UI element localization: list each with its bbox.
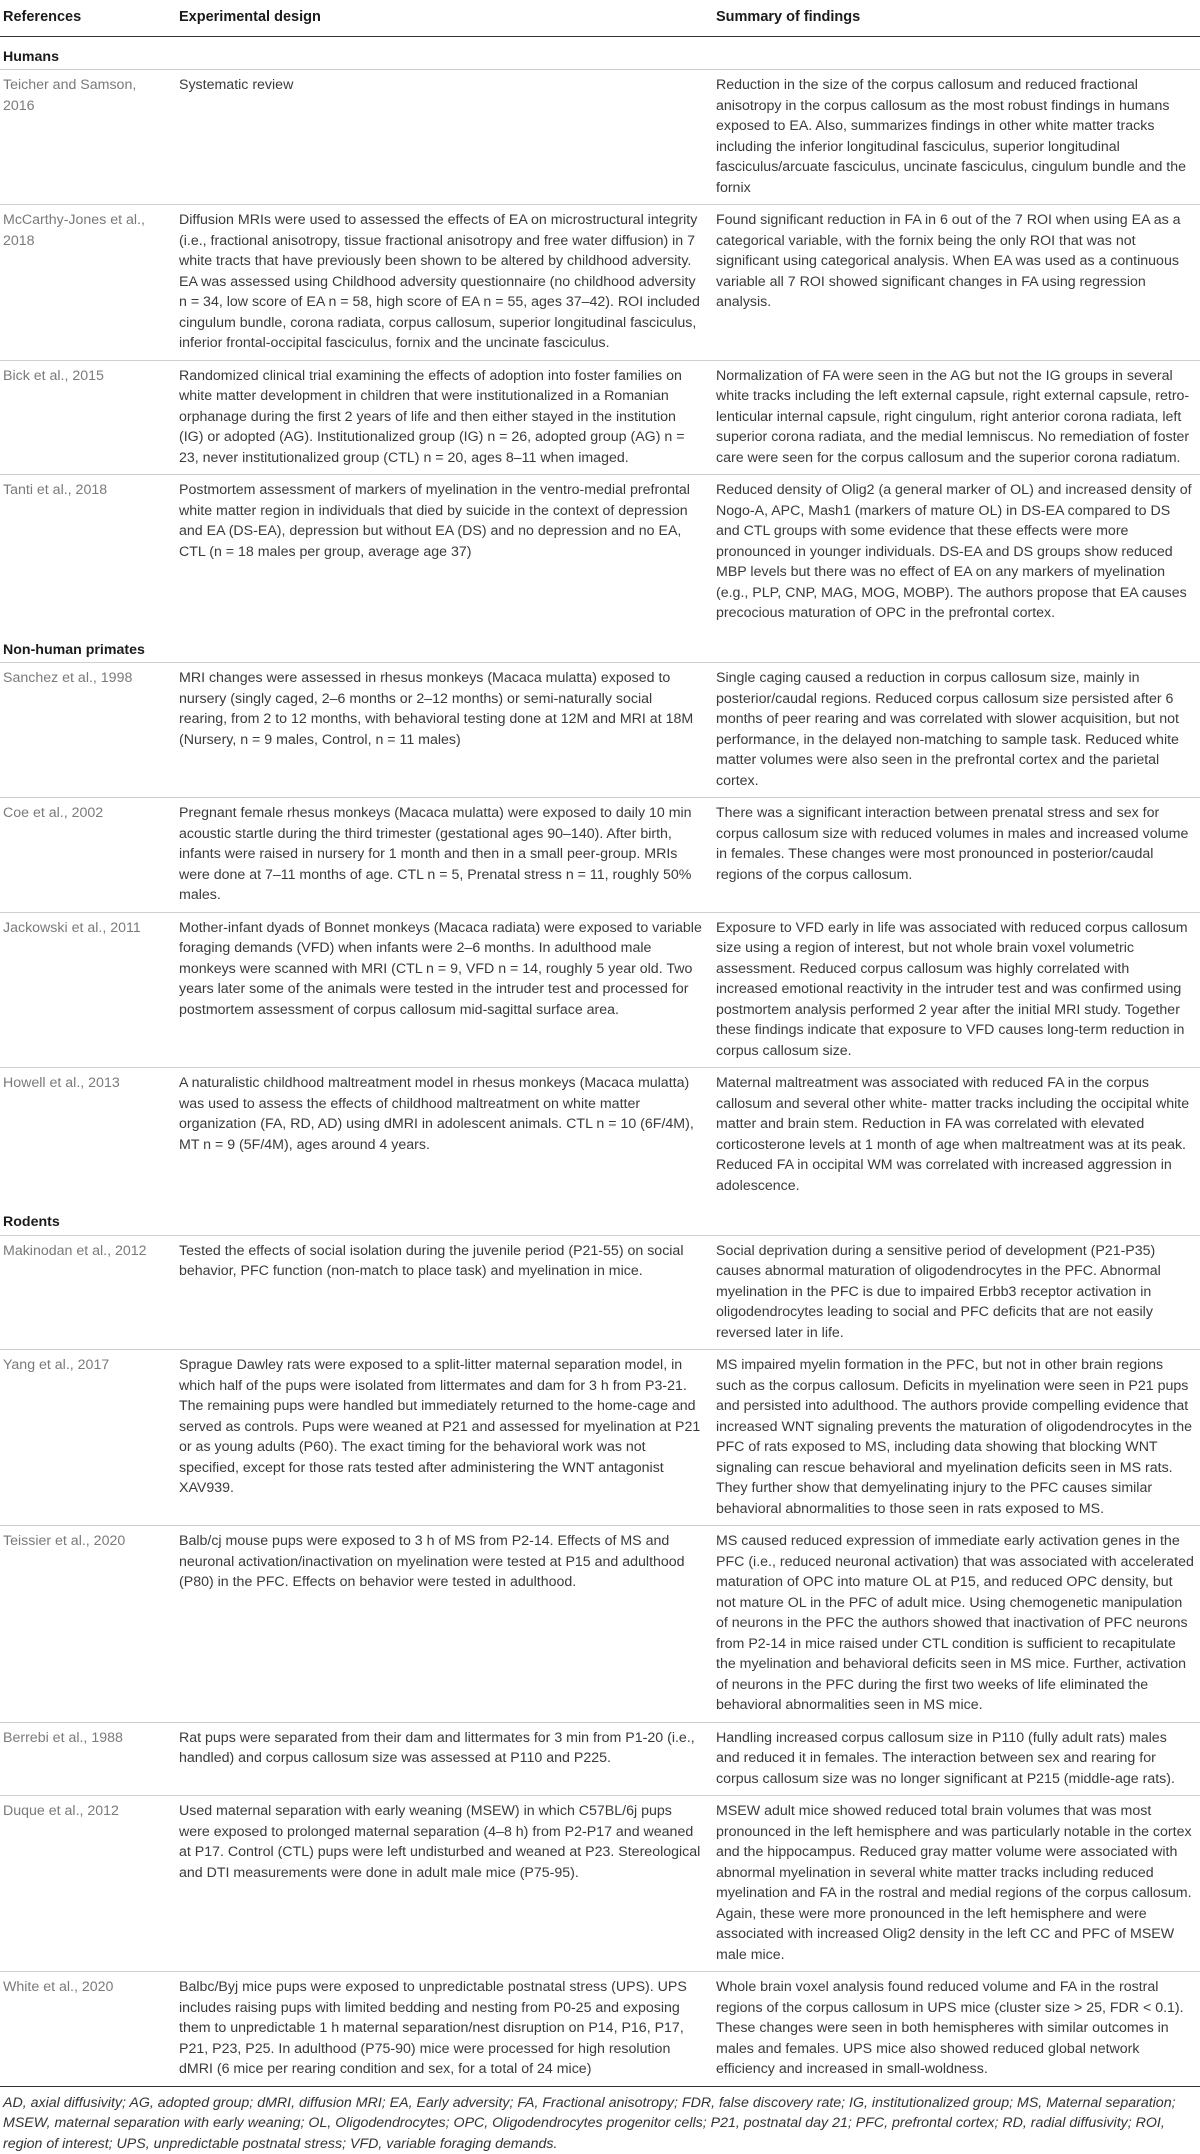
findings-cell: Exposure to VFD early in life was associated with reduced corpus callosum size using a region of interest, but not whole brain voxel volumetric assessment. Reduced corpus callosum was highly correlated with increased emotional reactivity in the intruder test and was confirmed using postmortem analysis performed 2 year after the initial MRI study. Together these findings indicate that exposure to VFD causes long-term reduction in corpus callosum size. xyxy=(710,912,1200,1068)
reference-cell: Makinodan et al., 2012 xyxy=(0,1235,173,1350)
findings-cell: Social deprivation during a sensitive period of development (P21-P35) causes abnormal maturation of oligodendrocytes in the PFC. Abnormal myelination in the PFC is due to impaired Erbb3 receptor activation in oligodendrocytes leading to social and PFC deficits that are not easily reversed later in life. xyxy=(710,1235,1200,1350)
table-row xyxy=(0,798,1200,913)
reference-cell: Duque et al., 2012 xyxy=(0,1796,173,1972)
table-row xyxy=(0,1235,1200,1350)
findings-cell: MSEW adult mice showed reduced total brain volumes that was most pronounced in the left hemisphere and was particularly notable in the cortex and the hippocampus. Reduced gray matter volume were associated with abnormal myelination in several white matter tracks including reduced myelination and FA in the rostral and medial regions of the corpus callosum. Again, these were more pronounced in the left hemisphere and were associated with increased Olig2 density in the left CC and PFC of MSEW male mice. xyxy=(710,1796,1200,1972)
table-row xyxy=(0,912,1200,1068)
table-footnote: AD, axial diffusivity; AG, adopted group; dMRI, diffusion MRI; EA, Early adversity; FA, Fractional anisotropy; FDR, false discovery rate; IG, institutionalized group; MS, Maternal separation; MSEW, maternal separation with early weaning; OL, Oligodendrocytes; OPC, Oligodendrocytes progenitor cells; P21, postnatal day 21; PFC, prefrontal cortex; RD, radial diffusivity; ROI, region of interest; UPS, unpredictable postnatal stress; VFD, variable foraging demands. xyxy=(0,2087,1198,2154)
findings-cell: MS caused reduced expression of immediate early activation genes in the PFC (i.e., reduced neuronal activation) that was associated with accelerated maturation of OPC into mature OL at P15, and reduced OPC density, but not mature OL in the PFC of adult mice. Using chemogenetic manipulation of neurons in the PFC the authors showed that inactivation of PFC neurons from P2-14 in mice raised under CTL condition is sufficient to recapitulate the myelination and behavioral deficits seen in MS mice. Further, activation of neurons in the PFC during the first two weeks of life eliminated the behavioral abnormalities seen in MS mice. xyxy=(710,1526,1200,1723)
table-row xyxy=(0,205,1200,361)
table-row xyxy=(0,360,1200,475)
section-row xyxy=(0,1202,1200,1235)
findings-cell: Found significant reduction in FA in 6 out of the 7 ROI when using EA as a categorical variable, with the fornix being the only ROI that was not significant using categorical analysis. When EA was used as a continuous variable all 7 ROI showed significant changes in FA using regression analysis. xyxy=(710,205,1200,361)
design-cell: Balbc/Byj mice pups were exposed to unpredictable postnatal stress (UPS). UPS includes raising pups with limited bedding and nesting from P0-25 and exposing them to unpredictable 1 h maternal separation/nest disruption on P14, P16, P17, P21, P23, P25. In adulthood (P75-90) mice were processed for high resolution dMRI (6 mice per rearing condition and sex, for a total of 24 mice) xyxy=(173,1972,710,2087)
findings-cell: Reduction in the size of the corpus callosum and reduced fractional anisotropy in the corpus callosum as the most robust findings in humans exposed to EA. Also, summarizes findings in other white matter tracks including the inferior longitudinal fasciculus, superior longitudinal fasciculus/arcuate fasciculus, uncinate fasciculus, cingulum bundle and the fornix xyxy=(710,70,1200,205)
design-cell: MRI changes were assessed in rhesus monkeys (Macaca mulatta) exposed to nursery (singly caged, 2–6 months or 2–12 months) or semi-naturally social rearing, from 2 to 12 months, with behavioral testing done at 12M and MRI at 18M (Nursery, n = 9 males, Control, n = 11 males) xyxy=(173,663,710,798)
findings-cell: Single caging caused a reduction in corpus callosum size, mainly in posterior/caudal regions. Reduced corpus callosum size persisted after 6 months of peer rearing and was correlated with slower acquisition, but not performance, in the delayed non-matching to sample task. Reduced white matter volumes were also seen in the prefrontal cortex and the parietal cortex. xyxy=(710,663,1200,798)
table-row xyxy=(0,1722,1200,1796)
reference-cell: Tanti et al., 2018 xyxy=(0,475,173,630)
table-row xyxy=(0,1068,1200,1203)
header-summary-of-findings: Summary of findings xyxy=(710,0,1200,36)
findings-cell: There was a significant interaction between prenatal stress and sex for corpus callosum size with reduced volumes in males and increased volume in females. These changes were most pronounced in posterior/caudal regions of the corpus callosum. xyxy=(710,798,1200,913)
table-header-row xyxy=(0,0,1200,36)
table-row xyxy=(0,70,1200,205)
reference-cell: Jackowski et al., 2011 xyxy=(0,912,173,1068)
reference-cell: Howell et al., 2013 xyxy=(0,1068,173,1203)
table-body xyxy=(0,36,1200,2086)
design-cell: Balb/cj mouse pups were exposed to 3 h of MS from P2-14. Effects of MS and neuronal activation/inactivation on myelination were tested at P15 and adulthood (P80) in the PFC. Effects on behavior were tested in adulthood. xyxy=(173,1526,710,1723)
design-cell: Tested the effects of social isolation during the juvenile period (P21-55) on social behavior, PFC function (non-match to place task) and myelination in mice. xyxy=(173,1235,710,1350)
findings-cell: MS impaired myelin formation in the PFC, but not in other brain regions such as the corpus callosum. Deficits in myelination were seen in P21 pups and persisted into adulthood. The authors provide compelling evidence that increased WNT signaling prevents the maturation of oligodendrocytes in the PFC of rats exposed to MS, including data showing that blocking WNT signaling can rescue behavioral and myelination deficits seen in MS rats. They further show that demyelinating injury to the PFC causes similar behavioral abnormalities to those seen in rats exposed to MS. xyxy=(710,1350,1200,1526)
table-row xyxy=(0,1796,1200,1972)
table-row xyxy=(0,1526,1200,1723)
reference-cell: Teicher and Samson, 2016 xyxy=(0,70,173,205)
reference-cell: Bick et al., 2015 xyxy=(0,360,173,475)
reference-cell: Sanchez et al., 1998 xyxy=(0,663,173,798)
section-row xyxy=(0,630,1200,663)
table-row xyxy=(0,1350,1200,1526)
design-cell: Used maternal separation with early weaning (MSEW) in which C57BL/6j pups were exposed to prolonged maternal separation (4–8 h) from P2-P17 and weaned at P17. Control (CTL) pups were left undisturbed and weaned at P23. Stereological and DTI measurements were done in adult male mice (P75-95). xyxy=(173,1796,710,1972)
design-cell: Systematic review xyxy=(173,70,710,205)
findings-cell: Whole brain voxel analysis found reduced volume and FA in the rostral regions of the corpus callosum in UPS mice (cluster size > 25, FDR < 0.1). These changes were seen in both hemispheres with similar outcomes in males and females. UPS mice also showed reduced global network efficiency and increased in small-woldness. xyxy=(710,1972,1200,2087)
reference-cell: McCarthy-Jones et al., 2018 xyxy=(0,205,173,361)
design-cell: Rat pups were separated from their dam and littermates for 3 min from P1-20 (i.e., handled) and corpus callosum size was assessed at P110 and P225. xyxy=(173,1722,710,1796)
reference-cell: Yang et al., 2017 xyxy=(0,1350,173,1526)
design-cell: Diffusion MRIs were used to assessed the effects of EA on microstructural integrity (i.e., fractional anisotropy, tissue fractional anisotropy and free water diffusion) in 7 white tracts that have previously been shown to be altered by childhood adversity. EA was assessed using Childhood adversity questionnaire (no childhood adversity n = 34, low score of EA n = 58, high score of EA n = 55, ages 37–42). ROI included cingulum bundle, corona radiata, corpus callosum, superior longitudinal fasciculus, inferior frontal-occipital fasciculus, fornix and the uncinate fasciculus. xyxy=(173,205,710,361)
reference-cell: Berrebi et al., 1988 xyxy=(0,1722,173,1796)
header-experimental-design: Experimental design xyxy=(173,0,710,36)
reference-cell: White et al., 2020 xyxy=(0,1972,173,2087)
section-row xyxy=(0,36,1200,70)
design-cell: Pregnant female rhesus monkeys (Macaca mulatta) were exposed to daily 10 min acoustic startle during the third trimester (gestational ages 90–140). After birth, infants were raised in nursery for 1 month and then in a small peer-group. MRIs were done at 7–11 months of age. CTL n = 5, Prenatal stress n = 11, roughly 50% males. xyxy=(173,798,710,913)
reference-cell: Teissier et al., 2020 xyxy=(0,1526,173,1723)
findings-cell: Normalization of FA were seen in the AG but not the IG groups in several white tracks including the left external capsule, right external capsule, retro-lenticular internal capsule, right cingulum, right anterior corona radiata, left superior corona radiata, and the medial lemniscus. No remediation of foster care were seen for the corpus callosum and the superior corona radiatum. xyxy=(710,360,1200,475)
findings-cell: Maternal maltreatment was associated with reduced FA in the corpus callosum and several other white- matter tracks including the occipital white matter and brain stem. Reduction in FA was correlated with elevated corticosterone levels at 1 month of age when maltreatment was at its peak. Reduced FA in occipital WM was correlated with increased aggression in adolescence. xyxy=(710,1068,1200,1203)
table-row xyxy=(0,475,1200,630)
design-cell: A naturalistic childhood maltreatment model in rhesus monkeys (Macaca mulatta) was used to assess the effects of childhood maltreatment on white matter organization (FA, RD, AD) using dMRI in adolescent animals. CTL n = 10 (6F/4M), MT n = 9 (5F/4M), ages around 4 years. xyxy=(173,1068,710,1203)
findings-cell: Handling increased corpus callosum size in P110 (fully adult rats) males and reduced it in females. The interaction between sex and rearing for corpus callosum size was no longer significant at P215 (middle-age rats). xyxy=(710,1722,1200,1796)
design-cell: Randomized clinical trial examining the effects of adoption into foster families on white matter development in children that were institutionalized in a Romanian orphanage during the first 2 years of life and then either stayed in the institution (IG) or adopted (AG). Institutionalized group (IG) n = 26, adopted group (AG) n = 23, never institutionalized group (CTL) n = 20, ages 8–11 when imaged. xyxy=(173,360,710,475)
header-references: References xyxy=(0,0,173,36)
section-label: Rodents xyxy=(0,1202,1200,1235)
table-row xyxy=(0,1972,1200,2087)
section-label: Non-human primates xyxy=(0,630,1200,663)
design-cell: Postmortem assessment of markers of myelination in the ventro-medial prefrontal white matter region in individuals that died by suicide in the context of depression and EA (DS-EA), depression but without EA (DS) and no depression and no EA, CTL (n = 18 males per group, average age 37) xyxy=(173,475,710,630)
section-label: Humans xyxy=(0,36,1200,70)
design-cell: Mother-infant dyads of Bonnet monkeys (Macaca radiata) were exposed to variable foraging demands (VFD) when infants were 2–6 months. In adulthood male monkeys were scanned with MRI (CTL n = 9, VFD n = 14, roughly 5 year old. Two years later some of the animals were tested in the intruder test and processed for postmortem assessment of corpus callosum mid-sagittal surface area. xyxy=(173,912,710,1068)
reference-cell: Coe et al., 2002 xyxy=(0,798,173,913)
table-row xyxy=(0,663,1200,798)
design-cell: Sprague Dawley rats were exposed to a split-litter maternal separation model, in which half of the pups were isolated from littermates and dam for 3 h from P3-21. The remaining pups were handled but immediately returned to the home-cage and served as controls. Pups were weaned at P21 and assessed for myelination at P21 or as young adults (P60). The exact timing for the behavioral work was not specified, except for those rats tested after administering the WNT antagonist XAV939. xyxy=(173,1350,710,1526)
findings-cell: Reduced density of Olig2 (a general marker of OL) and increased density of Nogo-A, APC, Mash1 (markers of mature OL) in DS-EA compared to DS and CTL groups with some evidence that these effects were more pronounced in younger individuals. DS-EA and DS groups show reduced MBP levels but there was no effect of EA on any markers of myelination (e.g., PLP, CNP, MAG, MOG, MOBP). The authors propose that EA causes precocious maturation of OPC in the prefrontal cortex. xyxy=(710,475,1200,630)
